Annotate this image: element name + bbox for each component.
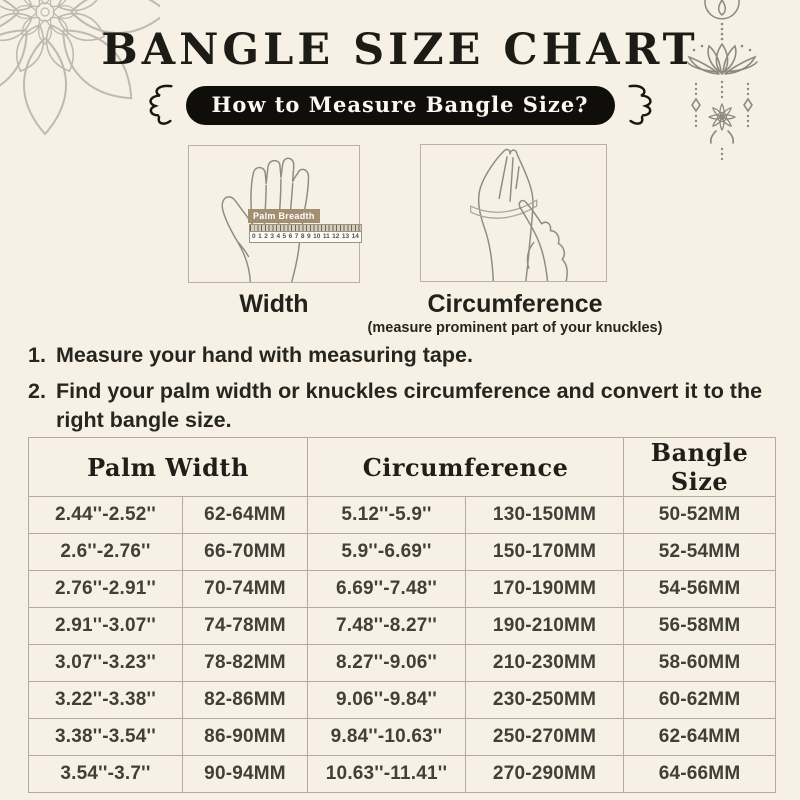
table-row [29, 719, 776, 756]
circumference-caption [360, 290, 670, 336]
table-cell: 2.6''-2.76'' [29, 534, 183, 571]
flourish-right-icon [625, 83, 657, 127]
instruction-number: 2. [28, 379, 46, 404]
col-header-palm-width: Palm Width [29, 438, 308, 497]
table-cell: 90-94MM [183, 756, 308, 793]
table-cell: 7.48''-8.27'' [308, 608, 466, 645]
size-table [28, 437, 776, 793]
knuckles-hand-icon [421, 145, 606, 281]
table-cell: 60-62MM [624, 682, 776, 719]
table-cell: 9.84''-10.63'' [308, 719, 466, 756]
mandala-icon [0, 0, 160, 150]
table-cell: 70-74MM [183, 571, 308, 608]
table-cell: 2.44''-2.52'' [29, 497, 183, 534]
table-row [29, 497, 776, 534]
table-cell: 62-64MM [183, 497, 308, 534]
table-cell: 270-290MM [466, 756, 624, 793]
table-cell: 230-250MM [466, 682, 624, 719]
instruction-text: Measure your hand with measuring tape. [56, 343, 473, 367]
table-cell: 74-78MM [183, 608, 308, 645]
table-cell: 52-54MM [624, 534, 776, 571]
table-cell: 10.63''-11.41'' [308, 756, 466, 793]
table-cell: 78-82MM [183, 645, 308, 682]
instructions-list [28, 341, 780, 443]
table-cell: 3.38''-3.54'' [29, 719, 183, 756]
table-cell: 54-56MM [624, 571, 776, 608]
instruction-item [28, 377, 780, 435]
table-cell: 56-58MM [624, 608, 776, 645]
circumference-caption-text: Circumference [427, 290, 603, 318]
col-header-bangle-size: Bangle Size [624, 438, 776, 497]
width-illustration-box [188, 145, 360, 283]
table-cell: 3.54''-3.7'' [29, 756, 183, 793]
table-cell: 8.27''-9.06'' [308, 645, 466, 682]
table-row [29, 682, 776, 719]
table-cell: 2.76''-2.91'' [29, 571, 183, 608]
table-cell: 250-270MM [466, 719, 624, 756]
instruction-text: Find your palm width or knuckles circumference and convert it to the right bangle size. [56, 379, 763, 433]
instruction-item [28, 341, 780, 370]
how-to-measure-banner: How to Measure Bangle Size? [186, 86, 615, 125]
table-cell: 5.12''-5.9'' [308, 497, 466, 534]
page-title: BANGLE SIZE CHART [101, 25, 699, 75]
table-cell: 50-52MM [624, 497, 776, 534]
table-cell: 9.06''-9.84'' [308, 682, 466, 719]
table-row [29, 756, 776, 793]
table-cell: 3.22''-3.38'' [29, 682, 183, 719]
table-cell: 82-86MM [183, 682, 308, 719]
ruler-numbers: 0 1 2 3 4 5 6 7 8 9 10 11 12 13 14 [252, 233, 359, 240]
palm-breadth-label: Palm Breadth [248, 209, 320, 223]
col-header-circumference: Circumference [308, 438, 624, 497]
table-cell: 210-230MM [466, 645, 624, 682]
table-cell: 190-210MM [466, 608, 624, 645]
table-cell: 66-70MM [183, 534, 308, 571]
table-cell: 2.91''-3.07'' [29, 608, 183, 645]
table-cell: 58-60MM [624, 645, 776, 682]
table-cell: 64-66MM [624, 756, 776, 793]
table-row [29, 534, 776, 571]
table-cell: 170-190MM [466, 571, 624, 608]
table-row [29, 571, 776, 608]
table-row [29, 645, 776, 682]
table-cell: 62-64MM [624, 719, 776, 756]
table-cell: 5.9''-6.69'' [308, 534, 466, 571]
circumference-subcaption: (measure prominent part of your knuckles) [367, 320, 663, 336]
table-cell: 6.69''-7.48'' [308, 571, 466, 608]
palm-ruler [249, 224, 362, 243]
instruction-number: 1. [28, 343, 46, 367]
flourish-left-icon [144, 83, 176, 127]
banner-row [0, 84, 800, 126]
table-cell: 150-170MM [466, 534, 624, 571]
table-cell: 3.07''-3.23'' [29, 645, 183, 682]
circumference-illustration-box [420, 144, 607, 282]
table-header-row [29, 438, 776, 497]
width-caption: Width [239, 290, 309, 318]
ruler-ticks [250, 225, 361, 232]
table-row [29, 608, 776, 645]
table-cell: 86-90MM [183, 719, 308, 756]
table-cell: 130-150MM [466, 497, 624, 534]
